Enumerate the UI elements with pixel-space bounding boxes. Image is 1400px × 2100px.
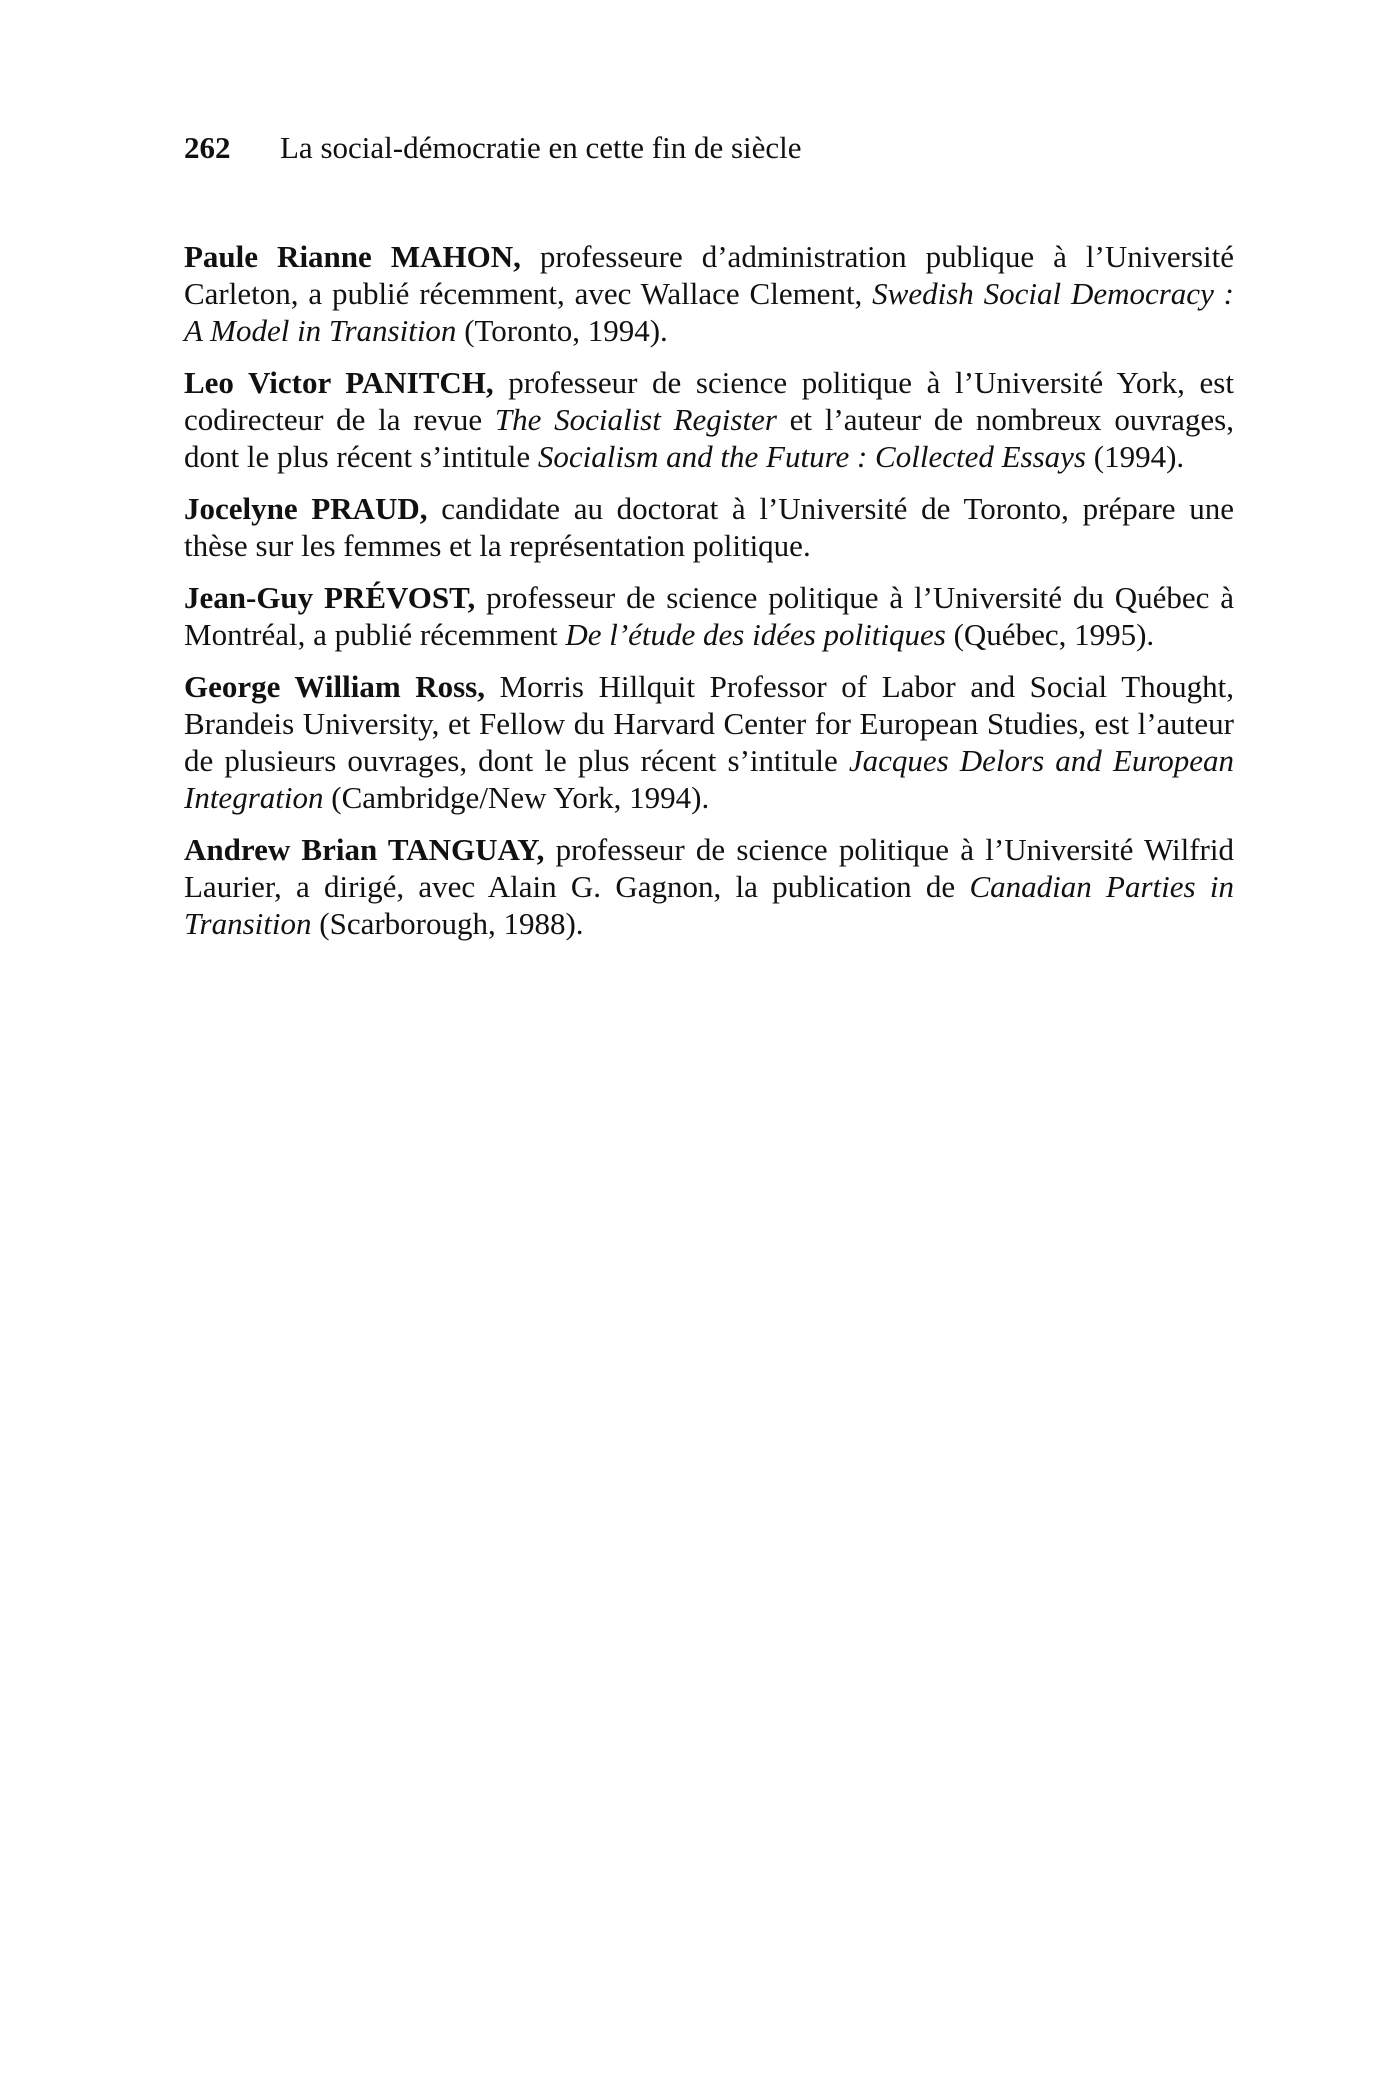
contributor-name: Jean-Guy PRÉVOST, — [184, 580, 476, 615]
contributor-description: (Cambridge/New York, 1994). — [323, 780, 710, 815]
contributor-description: candidate au doctorat à l’Université de Toronto, prépare une thèse sur les femmes et la représentation politique. — [184, 491, 1234, 563]
contributor-description: et l’auteur de nombreux ouvrages, dont le plus récent s’intitule — [184, 402, 1234, 474]
contributor-entry-praud — [184, 490, 1234, 564]
contributor-name: Leo Victor PANITCH, — [184, 365, 494, 400]
contributor-description: professeur de science politique à l’Université York, est codirecteur de la revue — [184, 365, 1234, 437]
contributor-description: (Scarborough, 1988). — [311, 906, 584, 941]
book-title: Canadian Parties in Transition — [184, 869, 1234, 941]
contributor-name: Paule Rianne MAHON, — [184, 239, 521, 274]
journal-title: The Socialist Register — [494, 402, 777, 437]
contributor-description: Morris Hillquit Professor of Labor and Social Thought, Brandeis University, et Fellow du Harvard Center for European Studies, est l’auteur de plusieurs ouvrages, dont le plus récent s’intitule — [184, 669, 1234, 778]
contributor-entry-mahon — [184, 238, 1234, 349]
contributor-entry-tanguay — [184, 831, 1234, 942]
running-title: La social-démocratie en cette fin de siècle — [280, 130, 802, 165]
contributor-description: (Québec, 1995). — [945, 617, 1155, 652]
book-title: Jacques Delors and European Integration — [184, 743, 1234, 815]
contributor-description: professeure d’administration publique à l’Université Carleton, a publié récemment, avec Wallace Clement, — [184, 239, 1234, 311]
contributor-description: professeur de science politique à l’Université Wilfrid Laurier, a dirigé, avec Alain G. Gagnon, la publication de — [184, 832, 1234, 904]
contributor-name: Jocelyne PRAUD, — [184, 491, 428, 526]
contributor-description: (1994). — [1086, 439, 1185, 474]
contributor-entry-ross — [184, 668, 1234, 816]
contributor-entry-prevost — [184, 579, 1234, 653]
contributor-description: (Toronto, 1994). — [456, 313, 668, 348]
page-number: 262 — [184, 130, 231, 165]
contributors-list — [184, 238, 1234, 957]
book-title: De l’étude des idées politiques — [565, 617, 946, 652]
running-head — [184, 128, 802, 168]
book-title: Socialism and the Future : Collected Essays — [537, 439, 1086, 474]
contributor-name: Andrew Brian TANGUAY, — [184, 832, 545, 867]
contributor-entry-panitch — [184, 364, 1234, 475]
book-title: Swedish Social Democracy : A Model in Transition — [184, 276, 1234, 348]
contributor-description: professeur de science politique à l’Université du Québec à Montréal, a publié récemment — [184, 580, 1234, 652]
contributor-name: George William Ross, — [184, 669, 485, 704]
